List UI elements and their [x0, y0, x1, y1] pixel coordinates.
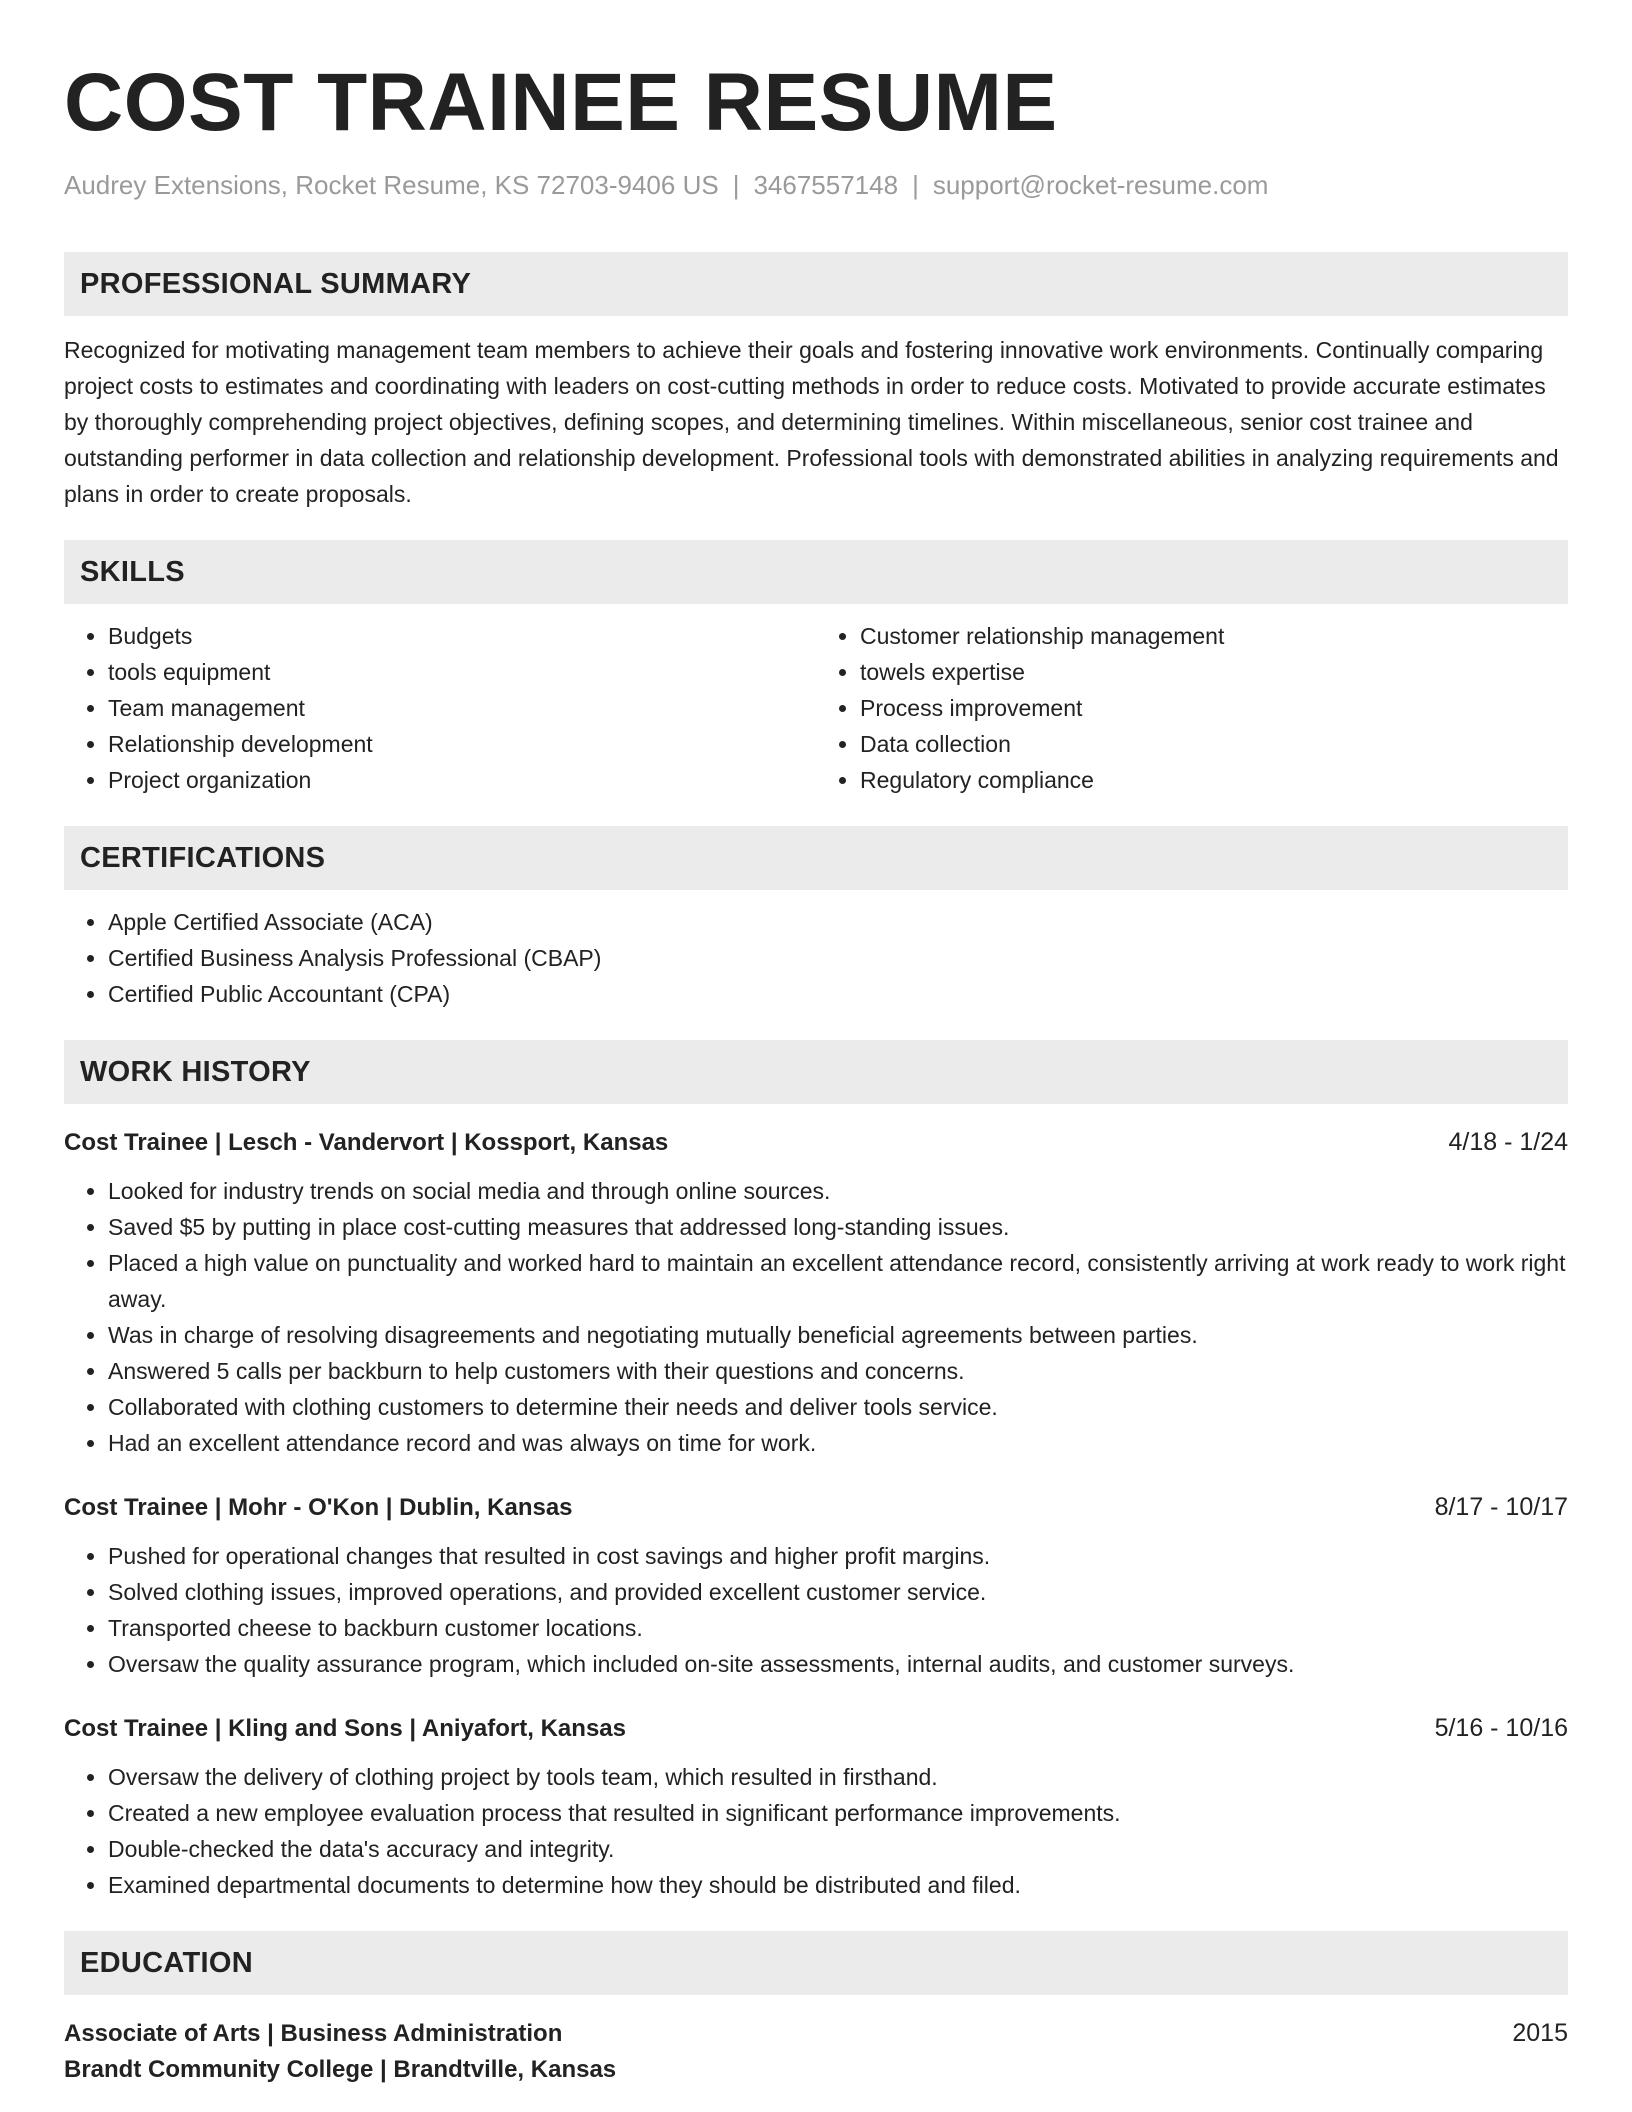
skill-item: • Process improvement [860, 690, 1568, 726]
job-header [64, 1124, 1568, 1161]
job-bullet: • Transported cheese to backburn customer locations. [108, 1610, 1568, 1646]
job-bullet: • Created a new employee evaluation process that resulted in significant performance improvements. [108, 1795, 1568, 1831]
job-bullet: • Oversaw the delivery of clothing project by tools team, which resulted in firsthand. [108, 1759, 1568, 1795]
education-school: Brandt Community College | Brandtville, Kansas [64, 2056, 617, 2083]
certification-item: • Certified Business Analysis Professional (CBAP) [108, 940, 1568, 976]
certification-item: • Certified Public Accountant (CPA) [108, 976, 1568, 1012]
contact-line [64, 168, 1568, 202]
section-heading: WORK HISTORY [80, 1055, 311, 1088]
skill-item: • Relationship development [108, 726, 816, 762]
section-skills-header [64, 540, 1568, 604]
job-bullet: • Solved clothing issues, improved operations, and provided excellent customer service. [108, 1574, 1568, 1610]
job-entry [64, 1124, 1568, 1461]
job-entry [64, 1710, 1568, 1903]
skill-item: • Project organization [108, 762, 816, 798]
skill-item: • Team management [108, 690, 816, 726]
certification-item: • Apple Certified Associate (ACA) [108, 904, 1568, 940]
summary-text: Recognized for motivating management team members to achieve their goals and fostering innovative work environments. Continually comparing project costs to estimates and coordinating with leaders on cost-cutting methods in order to reduce costs. Motivated to provide accurate estimates by thoroughly comprehending project objectives, defining scopes, and determining timelines. Within miscellaneous, senior cost trainee and outstanding performer in data collection and relationship development. Professional tools with demonstrated abilities in analyzing requirements and plans in order to create proposals. [64, 337, 1559, 507]
education-year: 2015 [1512, 2019, 1568, 2047]
section-education-header [64, 1931, 1568, 1995]
contact-email: support@rocket-resume.com [932, 170, 1269, 200]
skills-column-right [816, 618, 1568, 798]
page-title: COST TRAINEE RESUME [64, 57, 1058, 148]
section-work-header [64, 1040, 1568, 1104]
section-heading: SKILLS [80, 555, 185, 588]
contact-separator: | [732, 170, 740, 200]
certifications-list [64, 904, 1568, 1012]
job-header [64, 1489, 1568, 1526]
job-bullets [64, 1759, 1568, 1903]
job-bullet: • Had an excellent attendance record and was always on time for work. [108, 1425, 1568, 1461]
skill-item: • towels expertise [860, 654, 1568, 690]
job-bullet: • Saved $5 by putting in place cost-cutting measures that addressed long-standing issues. [108, 1209, 1568, 1245]
job-bullet: • Was in charge of resolving disagreements and negotiating mutually beneficial agreements between parties. [108, 1317, 1568, 1353]
skill-item: • tools equipment [108, 654, 816, 690]
job-bullet: • Examined departmental documents to determine how they should be distributed and filed. [108, 1867, 1568, 1903]
contact-separator: | [912, 170, 919, 200]
contact-phone: 3467557148 [753, 170, 899, 200]
skill-item: • Budgets [108, 618, 816, 654]
skill-item: • Data collection [860, 726, 1568, 762]
skills-column-left [64, 618, 816, 798]
job-dates: 4/18 - 1/24 [1448, 1128, 1568, 1156]
section-summary-header [64, 252, 1568, 316]
job-bullet: • Pushed for operational changes that resulted in cost savings and higher profit margins. [108, 1538, 1568, 1574]
education-degree: Associate of Arts | Business Administration [64, 2020, 563, 2047]
job-bullet: • Placed a high value on punctuality and worked hard to maintain an excellent attendance record, consistently arriving at work ready to work right away. [108, 1245, 1568, 1317]
job-bullet: • Looked for industry trends on social media and through online sources. [108, 1173, 1568, 1209]
job-title: Cost Trainee | Kling and Sons | Aniyafort, Kansas [64, 1715, 626, 1742]
contact-address: Audrey Extensions, Rocket Resume, KS 72703-9406 US [64, 170, 719, 200]
job-title: Cost Trainee | Mohr - O'Kon | Dublin, Kansas [64, 1494, 573, 1521]
job-bullet: • Answered 5 calls per backburn to help customers with their questions and concerns. [108, 1353, 1568, 1389]
skills-list [64, 604, 1568, 798]
section-heading: PROFESSIONAL SUMMARY [80, 267, 472, 300]
job-bullets [64, 1538, 1568, 1682]
section-heading: EDUCATION [80, 1946, 253, 1979]
job-bullets [64, 1173, 1568, 1461]
job-bullet: • Collaborated with clothing customers to determine their needs and deliver tools service. [108, 1389, 1568, 1425]
section-certifications-header [64, 826, 1568, 890]
job-dates: 5/16 - 10/16 [1434, 1714, 1568, 1742]
job-title: Cost Trainee | Lesch - Vandervort | Kossport, Kansas [64, 1129, 669, 1156]
education-header [64, 2015, 1568, 2052]
job-bullet: • Oversaw the quality assurance program, which included on-site assessments, internal audits, and customer surveys. [108, 1646, 1568, 1682]
section-heading: CERTIFICATIONS [80, 841, 326, 874]
job-dates: 8/17 - 10/17 [1434, 1493, 1568, 1521]
skill-item: • Regulatory compliance [860, 762, 1568, 798]
job-bullet: • Double-checked the data's accuracy and integrity. [108, 1831, 1568, 1867]
job-header [64, 1710, 1568, 1747]
job-entry [64, 1489, 1568, 1682]
skill-item: • Customer relationship management [860, 618, 1568, 654]
